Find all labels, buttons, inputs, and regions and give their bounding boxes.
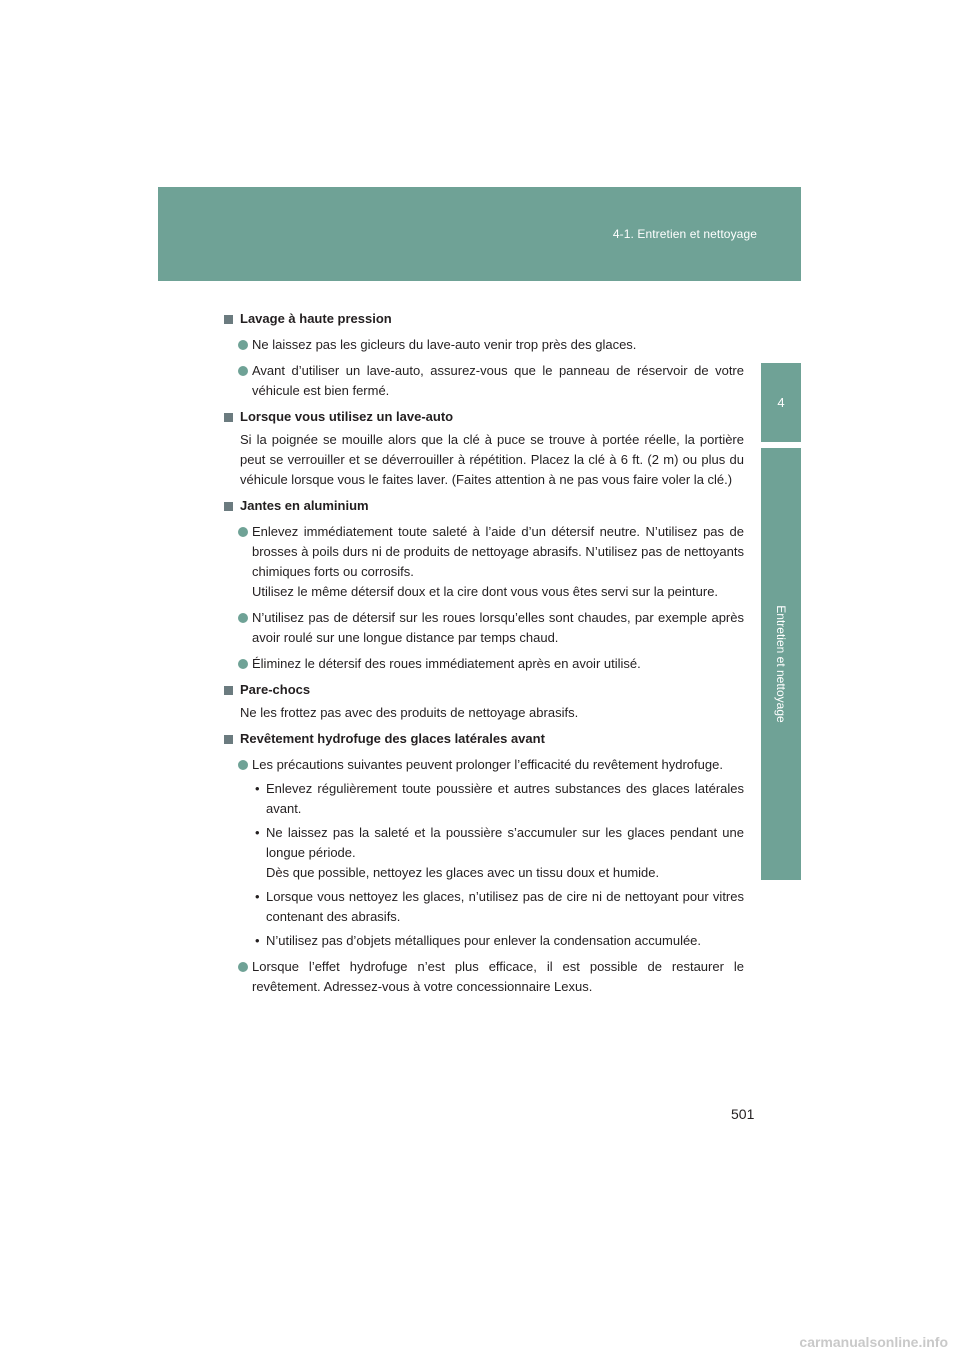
- header-band: [158, 187, 801, 281]
- heading-high-pressure: [224, 309, 744, 329]
- page-number: 501: [731, 1106, 755, 1122]
- sub-bullet-item: [224, 823, 744, 863]
- sub-bullet-marker: •: [255, 781, 260, 796]
- heading-water-repellent-coating: [224, 729, 744, 749]
- sub-bullet-item: [224, 931, 744, 951]
- circle-bullet-icon: [238, 659, 248, 669]
- heading-text: Lorsque vous utilisez un lave-auto: [240, 409, 454, 424]
- sub-bullet-text: Lorsque vous nettoyez les glaces, n’utilisez pas de cire ni de nettoyant pour vitres contenant des abrasifs.: [266, 889, 744, 924]
- circle-bullet-icon: [238, 366, 248, 376]
- square-bullet-icon: [224, 315, 233, 324]
- bullet-item: [224, 335, 744, 355]
- heading-text: Lavage à haute pression: [240, 311, 392, 326]
- sub-bullet-marker: •: [255, 825, 260, 840]
- chapter-number: 4: [777, 395, 785, 410]
- bullet-text: Les précautions suivantes peuvent prolonger l’efficacité du revêtement hydrofuge.: [252, 757, 723, 772]
- bullet-text: N’utilisez pas de détersif sur les roues lorsqu’elles sont chaudes, par exemple après avoir roulé sur une longue distance par temps chaud.: [252, 610, 744, 645]
- chapter-number-tab: [761, 363, 801, 442]
- heading-aluminum-wheels: [224, 496, 744, 516]
- section-title: 4-1. Entretien et nettoyage: [612, 227, 757, 241]
- paragraph: Ne les frottez pas avec des produits de nettoyage abrasifs.: [240, 705, 579, 720]
- circle-bullet-icon: [238, 340, 248, 350]
- bullet-text: Éliminez le détersif des roues immédiatement après en avoir utilisé.: [252, 656, 641, 671]
- bullet-text: Lorsque l’effet hydrofuge n’est plus efficace, il est possible de restaurer le revêtement. Adressez-vous à votre concessionnaire Lexus.: [252, 959, 744, 994]
- sub-bullet-marker: •: [255, 889, 260, 904]
- bullet-text: Ne laissez pas les gicleurs du lave-auto venir trop près des glaces.: [252, 337, 637, 352]
- sub-bullet-text: Ne laissez pas la saleté et la poussière s’accumuler sur les glaces pendant une longue période.: [266, 825, 744, 860]
- square-bullet-icon: [224, 502, 233, 511]
- bullet-text: Avant d’utiliser un lave-auto, assurez-vous que le panneau de réservoir de votre véhicule est bien fermé.: [252, 363, 744, 398]
- square-bullet-icon: [224, 735, 233, 744]
- bullet-item: [224, 608, 744, 648]
- circle-bullet-icon: [238, 613, 248, 623]
- square-bullet-icon: [224, 686, 233, 695]
- sub-bullet-marker: •: [255, 933, 260, 948]
- heading-bumpers: [224, 680, 744, 700]
- heading-text: Jantes en aluminium: [240, 498, 369, 513]
- heading-car-wash: [224, 407, 744, 427]
- bullet-item: [224, 361, 744, 401]
- paragraph: Si la poignée se mouille alors que la clé à puce se trouve à portée réelle, la portière peut se verrouiller et se déverrouiller à répétition. Placez la clé à 6 ft. (2 m) ou plus du véhicule lorsque vous le faites laver. (Faites attention à ne pas vous faire voler la clé.): [240, 432, 744, 487]
- square-bullet-icon: [224, 413, 233, 422]
- sub-bullet-text: N’utilisez pas d’objets métalliques pour enlever la condensation accumulée.: [266, 933, 702, 948]
- page-content: [224, 309, 744, 997]
- sub-bullet-continuation: Dès que possible, nettoyez les glaces avec un tissu doux et humide.: [266, 865, 660, 880]
- sub-bullet-item: [224, 887, 744, 927]
- chapter-label-tab: [761, 448, 801, 880]
- bullet-text: Enlevez immédiatement toute saleté à l’aide d’un détersif neutre. N’utilisez pas de brosses à poils durs ni de produits de nettoyage abrasifs. N’utilisez pas de nettoyants chimiques forts ou corrosifs.: [252, 524, 744, 579]
- circle-bullet-icon: [238, 527, 248, 537]
- watermark: carmanualsonline.info: [799, 1334, 948, 1350]
- bullet-continuation: Utilisez le même détersif doux et la cire dont vous vous êtes servi sur la peinture.: [252, 584, 719, 599]
- circle-bullet-icon: [238, 760, 248, 770]
- bullet-item: [224, 654, 744, 674]
- sub-bullet-item: [224, 779, 744, 819]
- heading-text: Revêtement hydrofuge des glaces latérales avant: [240, 731, 545, 746]
- circle-bullet-icon: [238, 962, 248, 972]
- chapter-label: Entretien et nettoyage: [774, 605, 788, 723]
- bullet-item: [224, 522, 744, 582]
- heading-text: Pare-chocs: [240, 682, 311, 697]
- sub-bullet-text: Enlevez régulièrement toute poussière et autres substances des glaces latérales avant.: [266, 781, 744, 816]
- bullet-item: [224, 755, 744, 775]
- bullet-item: [224, 957, 744, 997]
